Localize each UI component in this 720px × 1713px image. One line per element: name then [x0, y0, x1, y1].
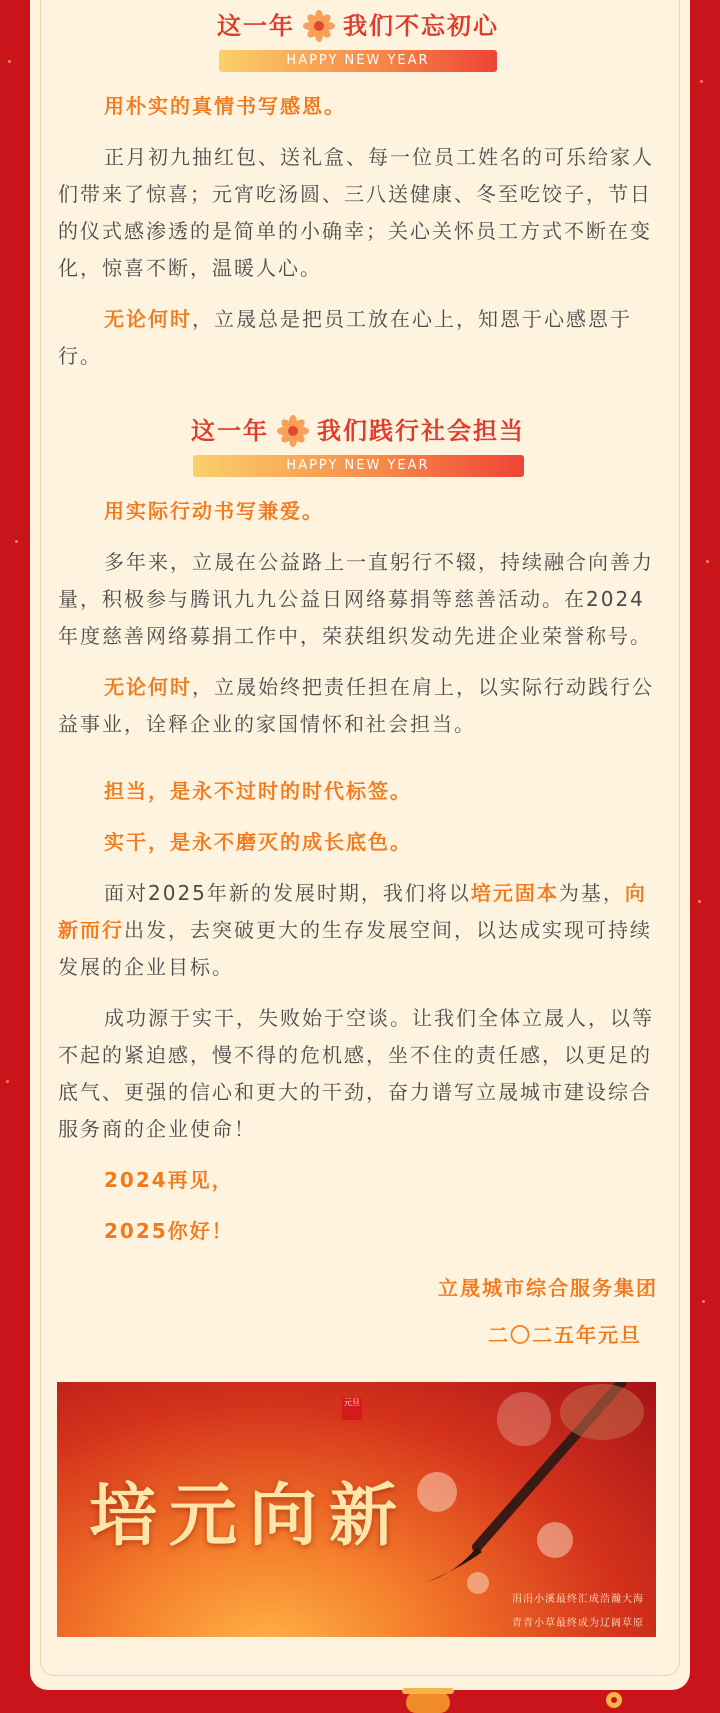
section-title-prefix: 这一年 [217, 11, 295, 40]
section-closing [58, 669, 658, 743]
future-text: 出发，去突破更大的生存发展空间，以达成实现可持续发展的企业目标。 [58, 918, 652, 979]
section-header-responsibility [58, 407, 658, 477]
signature-date: 二〇二五年元旦 [488, 1323, 642, 1347]
section-lead: 用实际行动书写兼爱。 [104, 499, 324, 523]
ornament-icon [604, 1690, 624, 1710]
banner-caption-1: 涓涓小溪最终汇成浩瀚大海 [512, 1594, 644, 1605]
section-title [217, 2, 499, 50]
motto-line: 实干，是永不磨灭的成长底色。 [104, 830, 412, 854]
new-year-banner-image [57, 1382, 656, 1637]
flower-icon [303, 10, 335, 42]
section-paragraph: 正月初九抽红包、送礼盒、每一位员工姓名的可乐给家人们带来了惊喜；元宵吃汤圆、三八送健康、冬至吃饺子，节日的仪式感渗透的是简单的小确幸；关心关怀员工方式不断在变化，惊喜不断，温暖人心。 [58, 145, 654, 280]
article-body [58, 0, 658, 1354]
section-title-main: 我们不忘初心 [343, 11, 499, 40]
signature-org: 立晟城市综合服务集团 [438, 1276, 658, 1300]
closing-highlight: 无论何时 [104, 307, 192, 331]
flower-icon [277, 415, 309, 447]
lantern-icon [400, 1688, 456, 1713]
closing-text: ，立晟总是把员工放在心上，知恩于心感恩于行。 [58, 307, 632, 368]
section-title-main: 我们践行社会担当 [317, 416, 525, 445]
section-paragraph: 多年来，立晟在公益路上一直躬行不辍，持续融合向善力量，积极参与腾讯九九公益日网络募捐等慈善活动。在2024年度慈善网络募捐工作中，荣获组织发动先进企业荣誉称号。 [58, 550, 654, 648]
section-subtitle: HAPPY NEW YEAR [193, 455, 524, 477]
farewell-line: 2024再见， [104, 1168, 234, 1192]
section-header-gratitude [58, 2, 658, 72]
future-text: 面对2025年新的发展时期，我们将以 [104, 881, 471, 905]
closing-highlight: 无论何时 [104, 675, 192, 699]
future-text: 为基， [558, 881, 625, 905]
future-paragraph [58, 875, 658, 986]
section-title-prefix: 这一年 [191, 416, 269, 445]
section-subtitle: HAPPY NEW YEAR [219, 50, 497, 72]
closing-paragraph: 成功源于实干，失败始于空谈。让我们全体立晟人，以等不起的紧迫感，慢不得的危机感，坐不住的责任感，以更足的底气、更强的信心和更大的干劲，奋力谱写立晟城市建设综合服务商的企业使命！ [58, 1006, 654, 1141]
future-highlight: 培元固本 [470, 881, 559, 905]
section-lead: 用朴实的真情书写感恩。 [104, 94, 346, 118]
greeting-line: 2025你好！ [104, 1219, 234, 1243]
seal-stamp: 元旦 [342, 1398, 362, 1420]
section-closing [58, 301, 658, 375]
section-title [191, 407, 525, 455]
motto-line: 担当，是永不过时的时代标签。 [104, 779, 412, 803]
banner-caption-2: 青青小草最终成为辽阔草原 [512, 1618, 644, 1629]
closing-text: ，立晟始终把责任担在肩上，以实际行动践行公益事业，诠释企业的家国情怀和社会担当。 [58, 675, 654, 736]
future-highlight: 向新而行 [58, 881, 647, 942]
banner-headline: 培元向新 [89, 1476, 410, 1556]
